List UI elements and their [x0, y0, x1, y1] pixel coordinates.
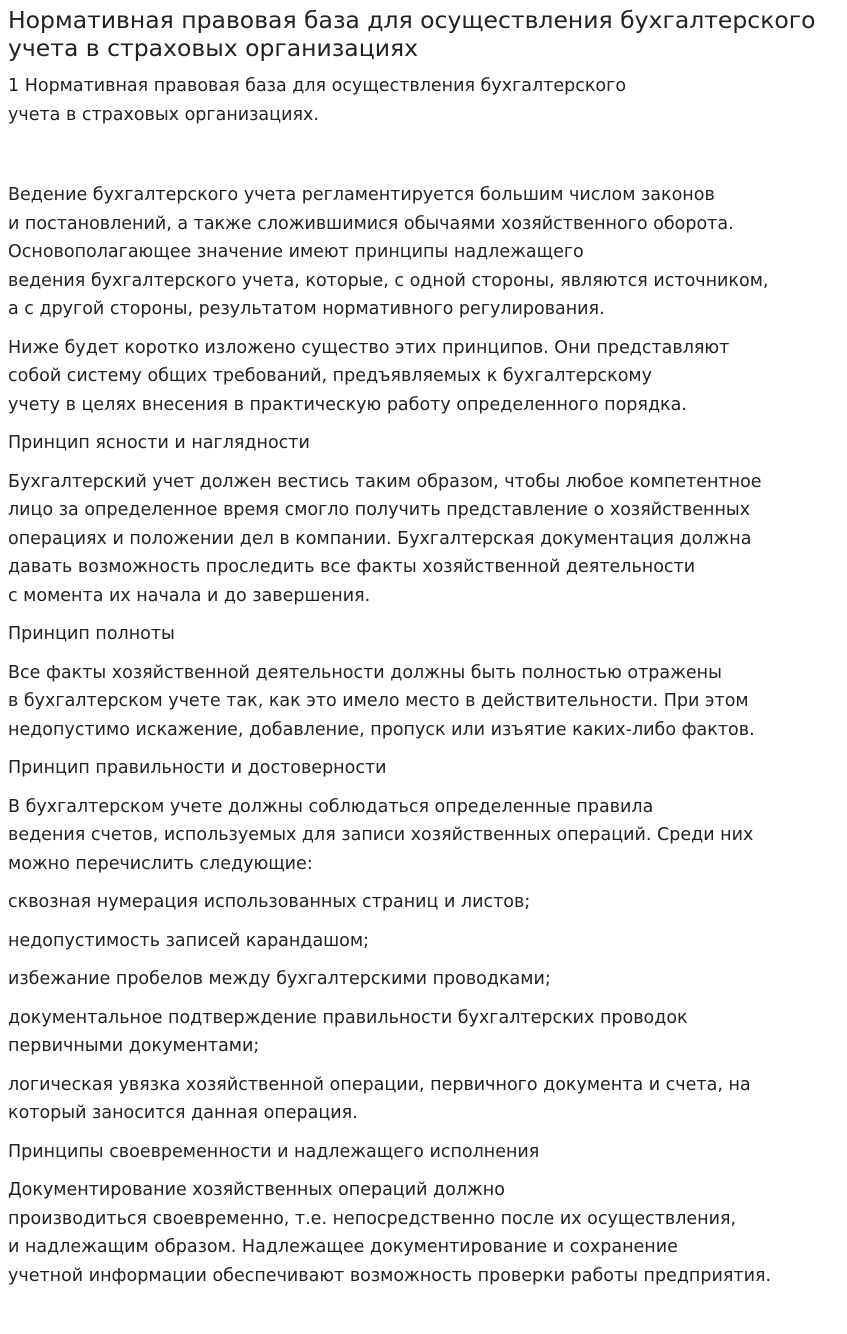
subheading-completeness: Принцип полноты: [8, 624, 175, 644]
subheading-timeliness: Принципы своевременности и надлежащего исполнения: [8, 1141, 540, 1162]
paragraph-clarity: Бухгалтерский учет должен вестись таким образом, чтобы любое компетентное лицо за определенное время смогло получить представление о хозяйственных операциях и положении дел в компании. Бухгалтерская документация должна давать возможность проследить все факты хозяйственной деятельности с момента их начала и до завершения.: [8, 471, 762, 606]
list-item: логическая увязка хозяйственной операции, первичного документа и счета, на который заносится данная операция.: [8, 1074, 751, 1123]
subheading-correctness: Принцип правильности и достоверности: [8, 758, 387, 778]
list-item: сквозная нумерация использованных страниц и листов;: [8, 892, 531, 912]
section-heading-paragraph: 1 Нормативная правовая база для осуществления бухгалтерского учета в страховых организациях.: [8, 76, 627, 125]
subheading-clarity: Принцип ясности и наглядности: [8, 433, 310, 453]
page-title-line: учета в страховых организациях: [8, 34, 419, 62]
page-title-line: Нормативная правовая база для осуществления бухгалтерского: [8, 6, 816, 34]
document-page: [8, 6, 844, 1300]
blank-gap: [8, 139, 844, 181]
page-title: [8, 6, 844, 62]
list-item: документальное подтверждение правильности бухгалтерских проводок первичными документами;: [8, 1007, 688, 1056]
paragraph-correctness: В бухгалтерском учете должны соблюдаться определенные правила ведения счетов, используемых для записи хозяйственных операций. Среди них можно перечислить следующие:: [8, 796, 754, 874]
paragraph-timeliness: Документирование хозяйственных операций должно производиться своевременно, т.е. непосредственно после их осуществления, и надлежащим образом. Надлежащее документирование и сохранение учетной информации обеспечивают возможность проверки работы предприятия.: [8, 1180, 772, 1286]
paragraph-principles-overview: Ниже будет коротко изложено существо этих принципов. Они представляют собой систему общих требований, предъявляемых к бухгалтерскому учету в целях внесения в практическую работу определенного порядка.: [8, 337, 730, 415]
paragraph-intro: Ведение бухгалтерского учета регламентируется большим числом законов и постановлений, а также сложившимися обычаями хозяйственного оборота. Основополагающее значение имеют принципы надлежащего ведения бухгалтерского учета, которые, с одной стороны, являются источником, а с другой стороны, результатом нормативного регулирования.: [8, 185, 769, 319]
paragraph-completeness: Все факты хозяйственной деятельности должны быть полностью отражены в бухгалтерском учете так, как это имело место в действительности. При этом недопустимо искажение, добавление, пропуск или изъятие каких-либо фактов.: [8, 662, 755, 740]
list-item: недопустимость записей карандашом;: [8, 930, 369, 951]
list-item: избежание пробелов между бухгалтерскими проводками;: [8, 969, 551, 989]
